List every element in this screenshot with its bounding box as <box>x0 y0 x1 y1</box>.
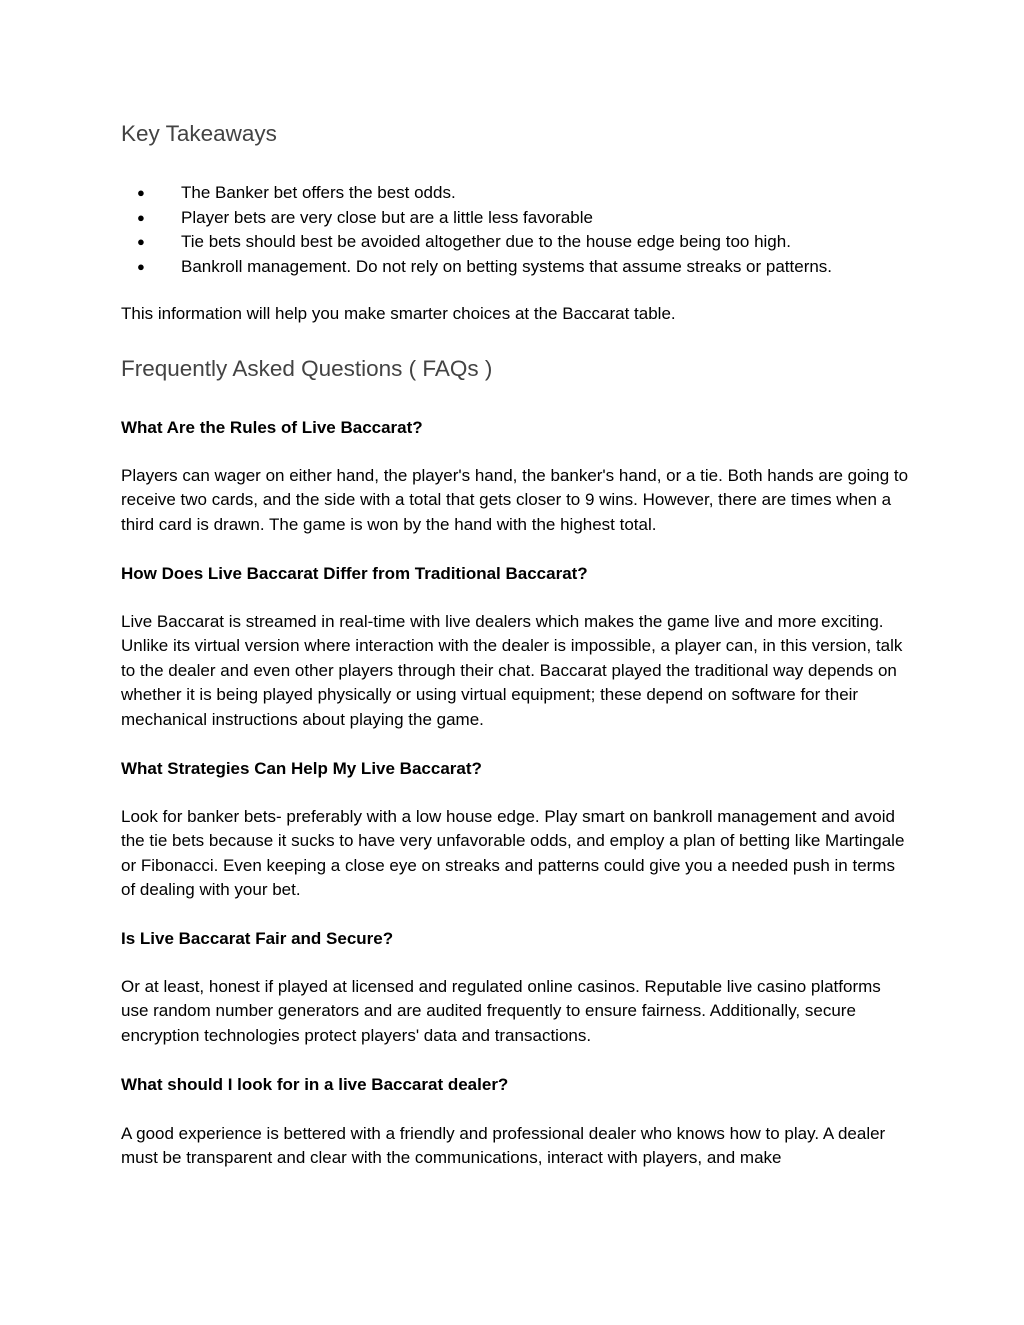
list-item-text: Bankroll management. Do not rely on betting systems that assume streaks or patterns. <box>181 256 833 276</box>
faq-answer: Players can wager on either hand, the player's hand, the banker's hand, or a tie. Both hands are going to receive two cards, and the side with a total that gets closer to 9 wins. However, there are times when a third card is drawn. The game is won by the hand with the highest total. <box>121 466 909 534</box>
faq-answer: Or at least, honest if played at licensed and regulated online casinos. Reputable live casino platforms use random number generators and are audited frequently to ensure fairness. Additionally, secure encryption technologies protect players' data and transactions. <box>121 977 881 1045</box>
bullet-icon: ● <box>137 234 145 249</box>
key-takeaways-heading: Key Takeaways <box>121 121 277 146</box>
faq-question: How Does Live Baccarat Differ from Traditional Baccarat? <box>121 564 588 583</box>
faq-question: What Strategies Can Help My Live Baccarat? <box>121 759 482 778</box>
faq-question: What Are the Rules of Live Baccarat? <box>121 418 423 437</box>
bullet-icon: ● <box>137 209 145 225</box>
list-item <box>121 230 832 255</box>
list-item <box>121 206 832 231</box>
list-item-text: Tie bets should best be avoided altogether due to the house edge being too high. <box>181 232 791 251</box>
faq-answer: Look for banker bets- preferably with a low house edge. Play smart on bankroll management and avoid the tie bets because it sucks to have very unfavorable odds, and employ a plan of betting like Martingale or Fibonacci. Even keeping a close eye on streaks and patterns could give you a needed push in terms of dealing with your bet. <box>121 807 905 900</box>
faq-answer: A good experience is bettered with a friendly and professional dealer who knows how to play. A dealer must be transparent and clear with the communications, interact with players, and make <box>121 1124 886 1168</box>
faq-question: What should I look for in a live Baccarat dealer? <box>121 1075 509 1094</box>
bullet-icon: ● <box>137 258 145 274</box>
key-takeaways-list <box>121 181 832 279</box>
faq-heading: Frequently Asked Questions ( FAQs ) <box>121 356 493 381</box>
list-item-text: The Banker bet offers the best odds. <box>181 183 456 202</box>
bullet-icon: ● <box>137 185 145 200</box>
faq-answer: Live Baccarat is streamed in real-time with live dealers which makes the game live and more exciting. Unlike its virtual version where interaction with the dealer is impossible, a player can, in this version, talk to the dealer and even other players through their chat. Baccarat played the traditional way depends on whether it is being played physically or using virtual equipment; these depend on software for their mechanical instructions about playing the game. <box>121 612 903 729</box>
list-item <box>121 181 832 206</box>
summary-paragraph: This information will help you make smarter choices at the Baccarat table. <box>121 304 676 323</box>
faq-question: Is Live Baccarat Fair and Secure? <box>121 929 394 948</box>
list-item <box>121 255 832 280</box>
list-item-text: Player bets are very close but are a little less favorable <box>181 207 593 227</box>
